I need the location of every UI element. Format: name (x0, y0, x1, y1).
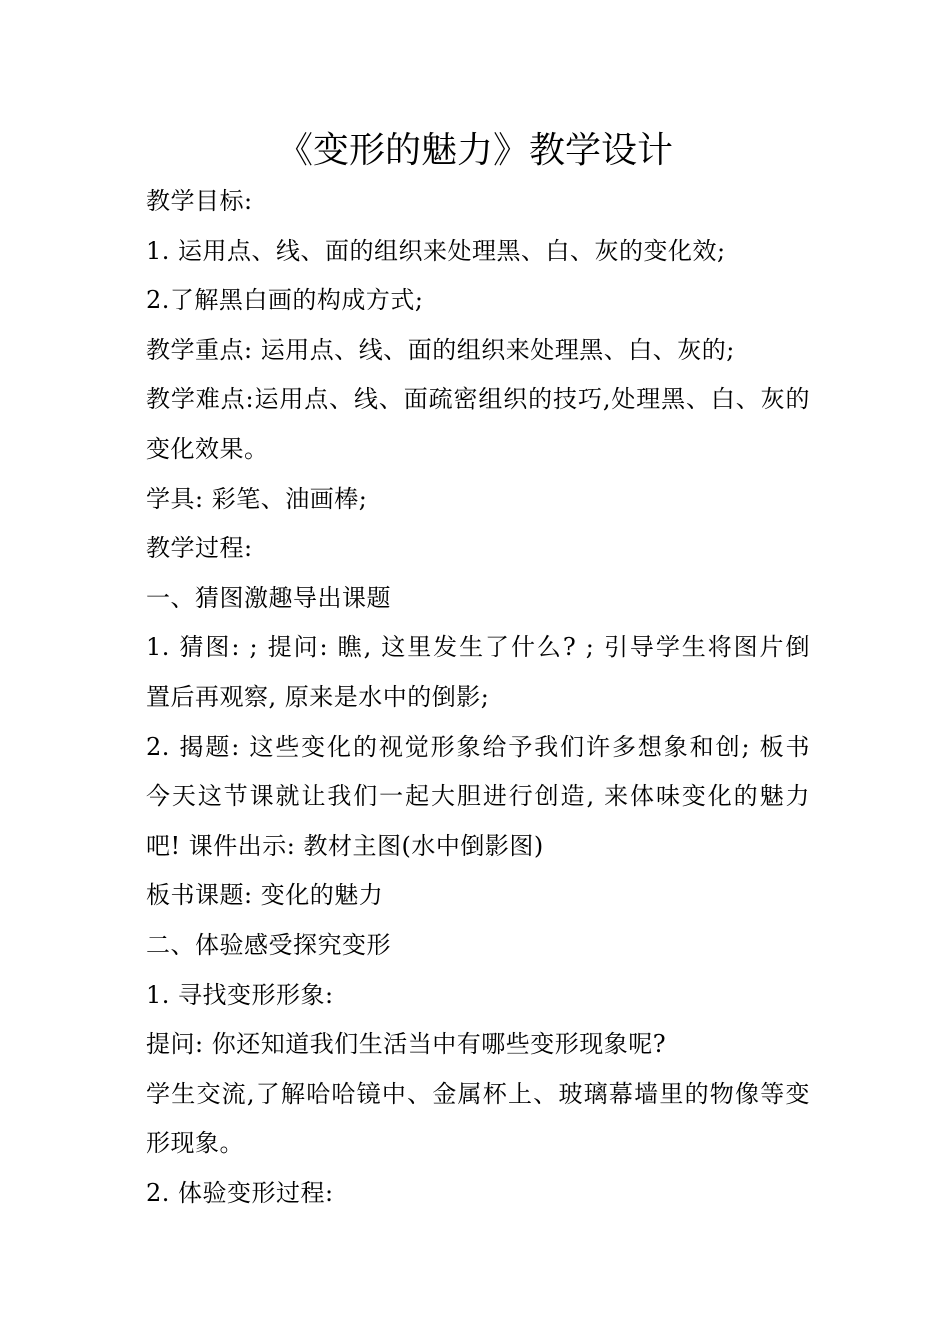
text-line: 提问: 你还知道我们生活当中有哪些变形现象呢? (146, 1030, 667, 1059)
text-line: 形现象。 (146, 1129, 244, 1158)
text-line: 二、体验感受探究变形 (146, 930, 391, 959)
text-line: 2.了解黑白画的构成方式; (146, 286, 424, 315)
text-line: 教学重点: 运用点、线、面的组织来处理黑、白、灰的; (146, 335, 735, 364)
text-line: 1. 寻找变形形象: (146, 980, 334, 1009)
text-line: 教学过程: (146, 534, 253, 563)
text-line: 1. 运用点、线、面的组织来处理黑、白、灰的变化效; (146, 236, 726, 265)
text-line: 学具: 彩笔、油画棒; (146, 484, 368, 513)
text-line: 一、猜图激趣导出课题 (146, 583, 391, 612)
text-line: 今天这节课就让我们一起大胆进行创造, 来体味变化的魅力 (146, 782, 810, 811)
document-title: 《变形的魅力》教学设计 (276, 130, 673, 171)
text-line: 教学目标: (146, 187, 253, 215)
document-body (146, 177, 810, 1218)
text-line: 变化效果。 (146, 434, 269, 463)
text-line: 教学难点:运用点、线、面疏密组织的技巧,处理黑、白、灰的 (146, 385, 810, 414)
text-line: 吧! 课件出示: 教材主图(水中倒影图) (146, 831, 544, 860)
text-line: 板书课题: 变化的魅力 (146, 881, 384, 910)
text-line: 学生交流,了解哈哈镜中、金属杯上、玻璃幕墙里的物像等变 (146, 1079, 810, 1108)
text-line: 1. 猜图: ; 提问: 瞧, 这里发生了什么? ; 引导学生将图片倒 (146, 633, 810, 662)
text-line: 2. 体验变形过程: (146, 1178, 334, 1207)
text-line: 置后再观察, 原来是水中的倒影; (146, 682, 490, 711)
text-line: 2. 揭题: 这些变化的视觉形象给予我们许多想象和创; 板书 (146, 732, 810, 761)
